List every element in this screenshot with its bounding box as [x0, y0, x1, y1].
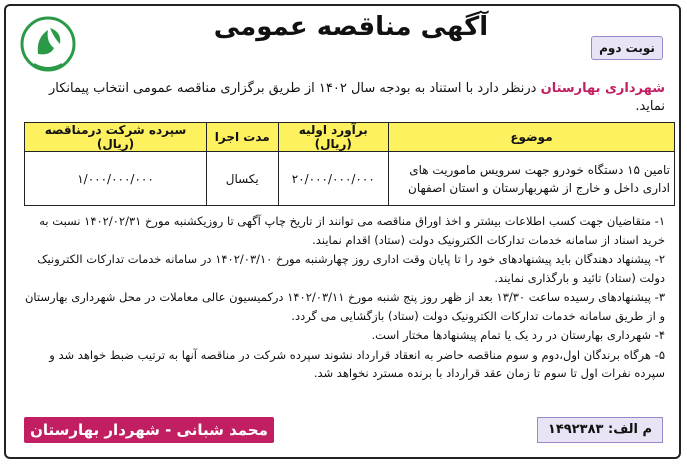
cell-duration: یکسال — [207, 152, 279, 206]
signature-banner: محمد شبانی - شهردار بهارستان — [24, 417, 274, 443]
term-item-5: ۵- هرگاه برندگان اول،دوم و سوم مناقصه حاضر به انعقاد قرارداد نشوند سپرده شرکت در مناقصه آنها به ترتیب ضبط خواهد شد و سپرده نفرات اول تا سوم تا زمان عقد قرارداد با برنده مسترد نخواهد شد. — [49, 347, 665, 380]
cell-estimate: ۲۰/۰۰۰/۰۰۰/۰۰۰ — [278, 152, 389, 206]
cell-subject: تامین ۱۵ دستگاه خودرو جهت سرویس ماموریت های اداری داخل و خارج از شهربهارستان و استان اصفهان — [389, 152, 675, 206]
header-duration: مدت اجرا — [207, 123, 279, 152]
term-item-4: ۴- شهرداری بهارستان در رد یک یا تمام پیشنهادها مختار است. — [371, 328, 665, 342]
term-item-1: ۱- متقاضیان جهت کسب اطلاعات بیشتر و اخذ اوراق مناقصه می توانند از تاریخ چاپ آگهی تا روزیکشنبه مورخ ۱۴۰۲/۰۲/۳۱ نسبت به خرید اسناد از سامانه خدمات تدارکات الکترونیک دولت (ستاد) اقدام نمایند. — [39, 214, 665, 247]
page-title: آگهی مناقصه عمومی — [213, 12, 489, 42]
reference-code: م الف: ۱۴۹۲۳۸۳ — [537, 417, 663, 443]
table-row — [25, 152, 675, 206]
cell-deposit: ۱/۰۰۰/۰۰۰/۰۰۰ — [25, 152, 207, 206]
header-estimate: برآورد اولیه (ریال) — [278, 123, 389, 152]
intro-text: درنظر دارد با استناد به بودجه سال ۱۴۰۲ از طریق برگزاری مناقصه عمومی انتخاب پیمانکار نماید. — [49, 81, 665, 114]
organization-name: شهرداری بهارستان — [540, 81, 665, 96]
municipality-logo — [16, 14, 80, 78]
header-subject: موضوع — [389, 123, 675, 152]
turn-badge: نوبت دوم — [591, 36, 663, 60]
term-item-2: ۲- پیشنهاد دهندگان باید پیشنهادهای خود را تا پایان وقت اداری روز چهارشنبه مورخ ۱۴۰۲/۰۳/۱۰ در سامانه خدمات تدارکات الکترونیک دولت (ستاد) تائید و بارگذاری نمایند. — [37, 252, 665, 285]
tender-table — [24, 122, 675, 206]
term-item-3: ۳- پیشنهادهای رسیده ساعت ۱۳/۳۰ بعد از ظهر روز پنج شنبه مورخ ۱۴۰۲/۰۳/۱۱ درکمیسیون عالی معاملات در محل شهرداری بهارستان و از طریق سامانه خدمات تدارکات الکترونیک دولت (ستاد) بازگشایی می گردد. — [24, 290, 665, 323]
intro-paragraph — [20, 80, 665, 116]
terms-list — [20, 212, 665, 384]
table-header-row — [25, 123, 675, 152]
header-deposit: سپرده شرکت درمناقصه (ریال) — [25, 123, 207, 152]
announcement-frame — [4, 4, 681, 459]
